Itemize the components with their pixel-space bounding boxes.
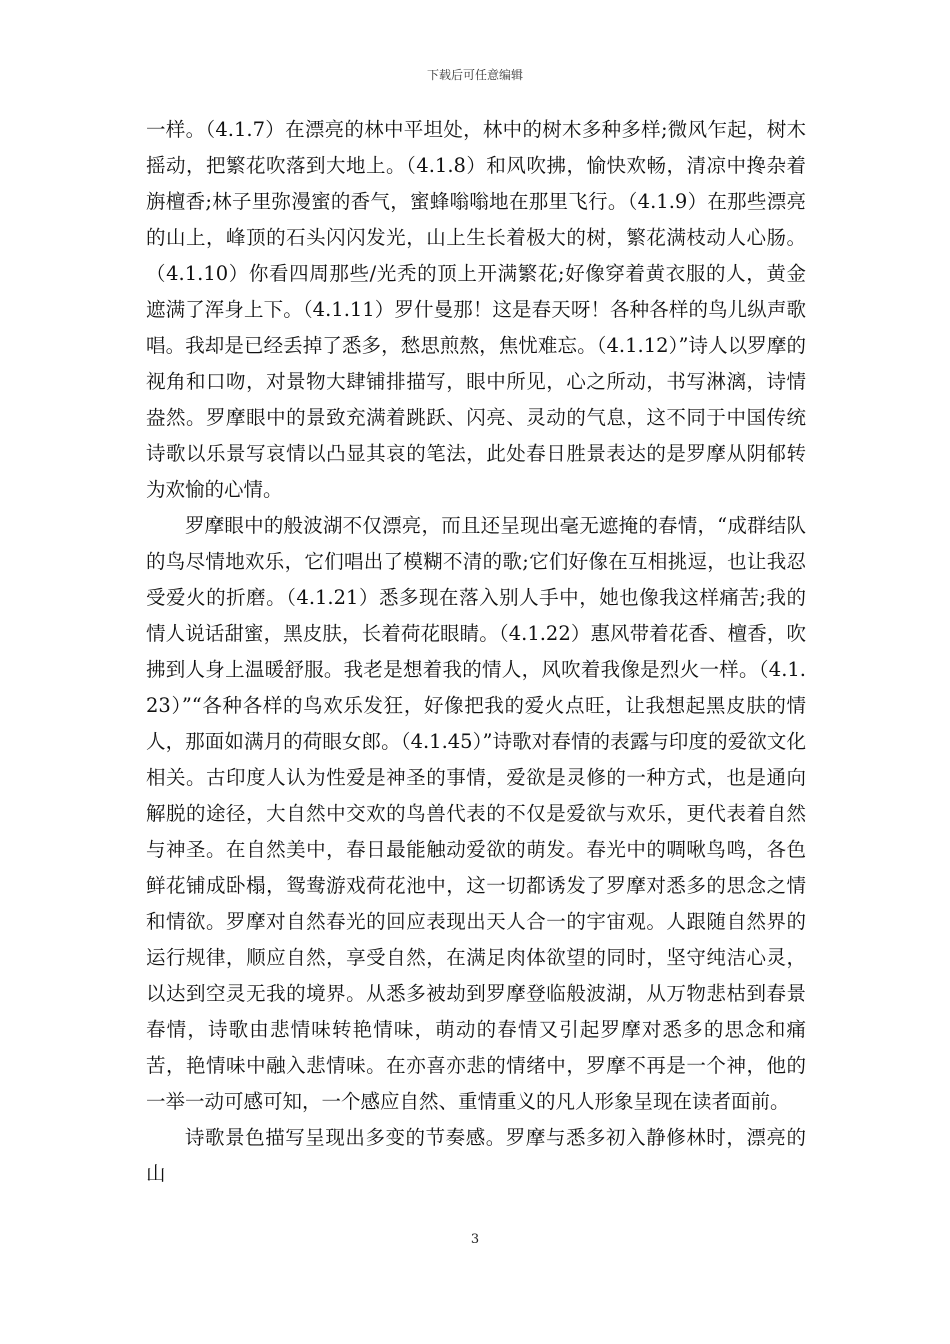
page-number: 3 (470, 1232, 480, 1247)
paragraph-2: 罗摩眼中的般波湖不仅漂亮，而且还呈现出毫无遮掩的春情，“成群结队的鸟尽情地欢乐，它们唱出了模糊不清的歌;它们好像在互相挑逗，也让我忍受爱火的折磨。（4.1.21）悉多现在落入别人手中，她也像我这样痛苦;我的情人说话甜蜜，黑皮肤，长着荷花眼睛。（4.1.22）惠风带着花香、檀香，吹拂到人身上温暖舒服。我老是想着我的情人，风吹着我像是烈火一样。（4.1.23）”“各种各样的鸟欢乐发狂，好像把我的爱火点旺，让我想起黑皮肤的情人，那面如满月的荷眼女郎。（4.1.45）”诗歌对春情的表露与印度的爱欲文化相关。古印度人认为性爱是神圣的事情，爱欲是灵修的一种方式，也是通向解脱的途径，大自然中交欢的鸟兽代表的不仅是爱欲与欢乐，更代表着自然与神圣。在自然美中，春日最能触动爱欲的萌发。春光中的啁啾鸟鸣，各色鲜花铺成卧榻，鸳鸯游戏荷花池中，这一切都诱发了罗摩对悉多的思念之情和情欲。罗摩对自然春光的回应表现出天人合一的宇宙观。人跟随自然界的运行规律，顺应自然，享受自然，在满足肉体欲望的同时，坚守纯洁心灵，以达到空灵无我的境界。从悉多被劫到罗摩登临般波湖，从万物悲枯到春景春情，诗歌由悲情味转艳情味，萌动的春情又引起罗摩对悉多的思念和痛苦，艳情味中融入悲情味。在亦喜亦悲的情绪中，罗摩不再是一个神，他的一举一动可感可知，一个感应自然、重情重义的凡人形象呈现在读者面前。 (146, 514, 806, 1113)
paragraph-1: 一样。（4.1.7）在漂亮的林中平坦处，林中的树木多种多样;微风乍起，树木摇动，把繁花吹落到大地上。（4.1.8）和风吹拂，愉快欢畅，清凉中搀杂着旃檀香;林子里弥漫蜜的香气，蜜蜂嗡嗡地在那里飞行。（4.1.9）在那些漂亮的山上，峰顶的石头闪闪发光，山上生长着极大的树，繁花满枝动人心肠。（4.1.10）你看四周那些/光秃的顶上开满繁花;好像穿着黄衣服的人，黄金遮满了浑身上下。（4.1.11）罗什曼那！这是春天呀！各种各样的鸟儿纵声歌唱。我却是已经丢掉了悉多，愁思煎熬，焦忧难忘。（4.1.12）”诗人以罗摩的视角和口吻，对景物大肆铺排描写，眼中所见，心之所动，书写淋漓，诗情盎然。罗摩眼中的景致充满着跳跃、闪亮、灵动的气息，这不同于中国传统诗歌以乐景写哀情以凸显其哀的笔法，此处春日胜景表达的是罗摩从阴郁转为欢愉的心情。 (146, 118, 806, 501)
page-header: 下载后可任意编辑 (426, 68, 523, 82)
paragraph-3: 诗歌景色描写呈现出多变的节奏感。罗摩与悉多初入静修林时，漂亮的山 (146, 1126, 806, 1185)
body-text (146, 112, 806, 1192)
